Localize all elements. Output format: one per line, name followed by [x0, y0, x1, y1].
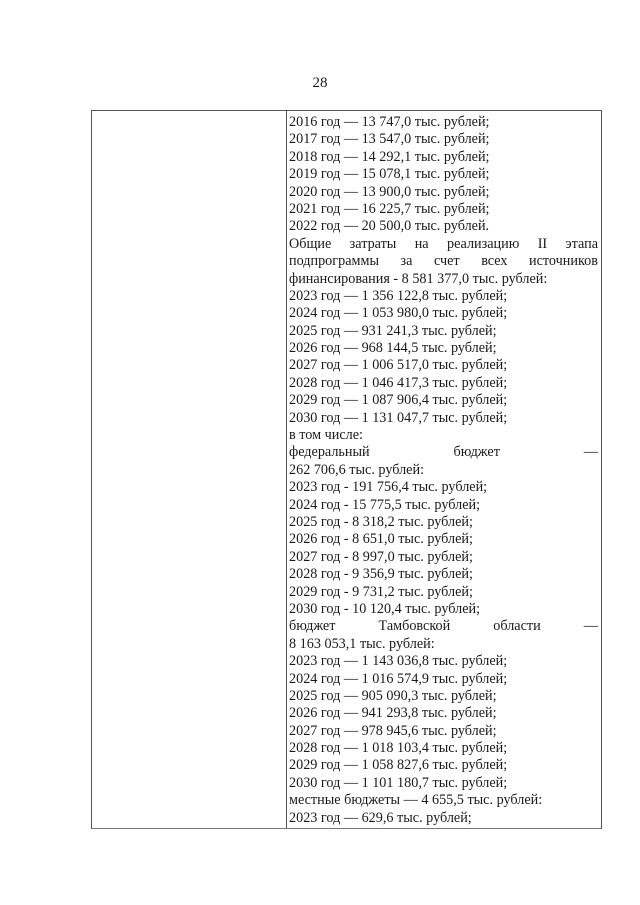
word: этапа: [565, 235, 598, 252]
text-line: 2030 год - 10 120,4 тыс. рублей;: [289, 600, 481, 617]
word: федеральный: [289, 444, 370, 461]
text-line: 2025 год — 905 090,3 тыс. рублей;: [289, 687, 497, 704]
text-line: 2029 год - 9 731,2 тыс. рублей;: [289, 583, 473, 600]
text-line: 2030 год — 1 131 047,7 тыс. рублей;: [289, 409, 508, 426]
text-line: в том числе:: [289, 427, 363, 444]
text-line: 2021 год — 16 225,7 тыс. рублей;: [289, 200, 490, 217]
text-line: 2024 год — 1 053 980,0 тыс. рублей;: [289, 305, 508, 322]
total-line-3: финансирования - 8 581 377,0 тыс. рублей:: [289, 270, 548, 287]
word: счет: [433, 253, 460, 270]
table-bottom-line: [92, 828, 601, 829]
text-line: 2023 год — 1 356 122,8 тыс. рублей;: [289, 287, 508, 304]
text-line: 2017 год — 13 547,0 тыс. рублей;: [289, 131, 490, 148]
funding-text-cell: [289, 114, 598, 827]
funding-table: [91, 110, 602, 829]
word: источников: [529, 253, 598, 270]
text-line: 2030 год — 1 101 180,7 тыс. рублей;: [289, 774, 508, 791]
lines-regional: [289, 653, 598, 827]
text-line: 2022 год — 20 500,0 тыс. рублей.: [289, 218, 490, 235]
text-line: 2019 год — 15 078,1 тыс. рублей;: [289, 166, 490, 183]
regional-amount: 8 163 053,1 тыс. рублей:: [289, 635, 435, 652]
lines-stage1: [289, 114, 598, 236]
text-line: 2025 год — 931 241,3 тыс. рублей;: [289, 322, 497, 339]
word: области: [493, 618, 541, 635]
word: Общие: [289, 235, 332, 252]
total-line-1: [289, 236, 598, 253]
text-line: 2029 год — 1 087 906,4 тыс. рублей;: [289, 392, 508, 409]
word: —: [583, 444, 598, 461]
text-line: 2028 год — 1 018 103,4 тыс. рублей;: [289, 740, 508, 757]
word: II: [537, 235, 548, 252]
word: всех: [481, 253, 508, 270]
text-line: 2024 год - 15 775,5 тыс. рублей;: [289, 496, 481, 513]
text-line: 2028 год - 9 356,9 тыс. рублей;: [289, 566, 473, 583]
text-line: 2027 год — 978 945,6 тыс. рублей;: [289, 722, 497, 739]
regional-heading: [289, 618, 598, 635]
word: подпрограммы: [289, 253, 379, 270]
word: реализацию: [446, 235, 520, 252]
text-line: 2027 год — 1 006 517,0 тыс. рублей;: [289, 357, 508, 374]
federal-heading: [289, 444, 598, 461]
text-line: 2024 год — 1 016 574,9 тыс. рублей;: [289, 670, 508, 687]
text-line: 2026 год — 941 293,8 тыс. рублей;: [289, 705, 497, 722]
word: затраты: [349, 235, 397, 252]
text-line: 2023 год - 191 756,4 тыс. рублей;: [289, 479, 488, 496]
text-line: 2025 год - 8 318,2 тыс. рублей;: [289, 513, 473, 530]
lines-federal: [289, 479, 598, 618]
word: бюджет: [289, 618, 336, 635]
total-line-2: [289, 253, 598, 270]
text-line: местные бюджеты — 4 655,5 тыс. рублей:: [289, 792, 543, 809]
text-line: 2029 год — 1 058 827,6 тыс. рублей;: [289, 757, 508, 774]
text-line: 2028 год — 1 046 417,3 тыс. рублей;: [289, 374, 508, 391]
total-paragraph: [289, 236, 598, 288]
column-divider: [286, 111, 287, 829]
text-line: 2026 год - 8 651,0 тыс. рублей;: [289, 531, 473, 548]
text-line: 2027 год - 8 997,0 тыс. рублей;: [289, 548, 473, 565]
word: бюджет: [453, 444, 500, 461]
lines-stage2: [289, 288, 598, 445]
federal-budget: [289, 444, 598, 479]
word: за: [400, 253, 413, 270]
word: на: [414, 235, 429, 252]
text-line: 2023 год — 1 143 036,8 тыс. рублей;: [289, 653, 508, 670]
page-number: 28: [312, 75, 328, 91]
federal-amount: 262 706,6 тыс. рублей:: [289, 461, 425, 478]
word: Тамбовской: [378, 618, 451, 635]
word: —: [583, 618, 598, 635]
text-line: 2020 год — 13 900,0 тыс. рублей;: [289, 183, 490, 200]
text-line: 2016 год — 13 747,0 тыс. рублей;: [289, 114, 490, 130]
regional-budget: [289, 618, 598, 653]
text-line: 2023 год — 629,6 тыс. рублей;: [289, 809, 472, 826]
text-line: 2026 год — 968 144,5 тыс. рублей;: [289, 340, 497, 357]
text-line: 2018 год — 14 292,1 тыс. рублей;: [289, 148, 490, 165]
